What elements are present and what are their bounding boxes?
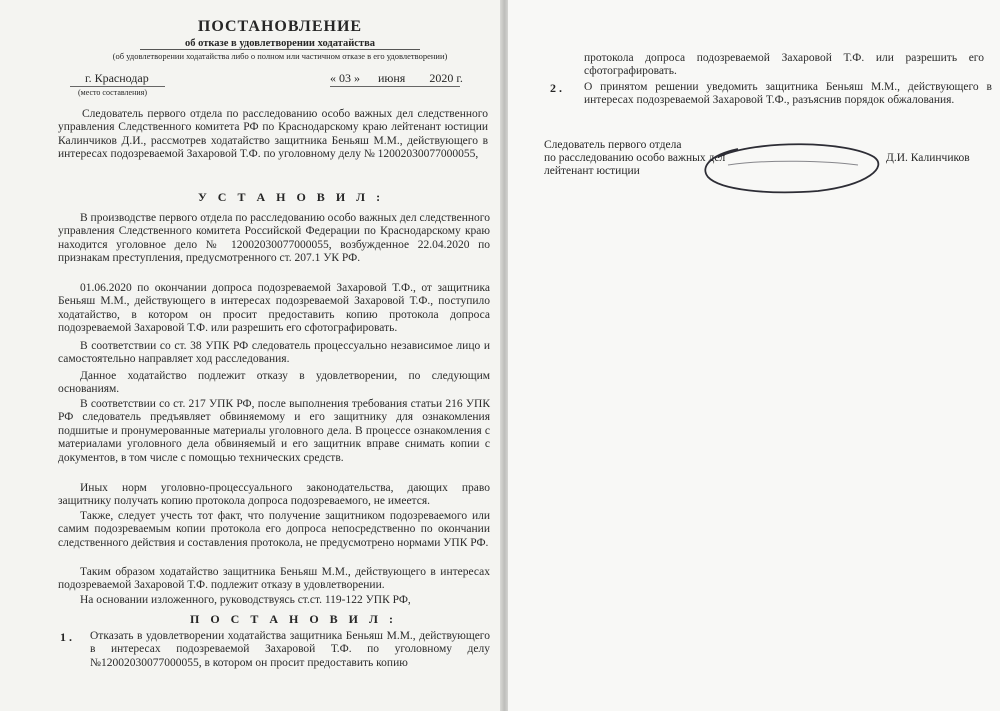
item-2-number: 2 . (550, 81, 562, 95)
established-heading: У С Т А Н О В И Л : (198, 190, 385, 204)
established-paragraph-5: В соответствии со ст. 217 УПК РФ, после выполнения требования статьи 216 УПК РФ следователь предъявляет обвиняемому и его защитнику для ознакомления подшитые и пронумерованные материалы уголовного дела. В процессе ознакомления с материалами уголовного дела обвиняемый и его защитник вправе снимать копии с документов, в том числе с помощью технических средств. (58, 398, 490, 464)
place-note: (место составления) (78, 88, 147, 97)
item-1-continued: протокола допроса подозреваемой Захаровой Т.Ф. или разрешить его сфотографировать. (584, 52, 984, 78)
item-1-number: 1 . (60, 630, 72, 644)
date-underline (330, 86, 460, 87)
signature-title-line-3: лейтенант юстиции (544, 165, 640, 177)
document-subtitle: об отказе в удовлетворении ходатайства (140, 38, 420, 50)
place-underline (70, 86, 165, 87)
established-paragraph-2: 01.06.2020 по окончании допроса подозреваемой Захаровой Т.Ф., от защитника Беньяш М.М., действующего в интересах подозреваемой Захаровой Т.Ф., поступило ходатайство, в котором он просит предоставить копию протокола допроса подозреваемой Захаровой Т.Ф. или разрешить его сфотографировать. (58, 282, 490, 335)
established-paragraph-6: Иных норм уголовно-процессуального законодательства, дающих право защитнику получать копию протокола допроса подозреваемого, не имеется. (58, 482, 490, 508)
established-paragraph-9: На основании изложенного, руководствуясь ст.ст. 119-122 УПК РФ, (80, 594, 411, 606)
established-paragraph-7: Также, следует учесть тот факт, что получение защитником подозреваемого или самим подозреваемым копии протокола его допроса непосредственно по окончании следственного действия и составления протокола, не предусмотрено нормами УПК РФ. (58, 510, 490, 549)
established-paragraph-4: Данное ходатайство подлежит отказу в удовлетворении, по следующим основаниям. (58, 370, 490, 396)
document-subnote: (об удовлетворении ходатайства либо о полном или частичном отказе в его удовлетворении) (112, 51, 448, 61)
signature-name: Д.И. Калинчиков (886, 152, 970, 164)
document-date: « 03 » июня 2020 г. (330, 71, 463, 85)
established-paragraph-1: В производстве первого отдела по расследованию особо важных дел следственного управления Следственного комитета Российской Федерации по Краснодарскому краю находится уголовное дело № 12002030077000055, возбужденное 22.04.2020 по признакам преступления, предусмотренного ст. 207.1 УК РФ. (58, 212, 490, 265)
place: г. Краснодар (85, 71, 149, 85)
established-paragraph-8: Таким образом ходатайство защитника Беньяш М.М., действующего в интересах подозреваемой Захаровой Т.Ф. подлежит отказу в удовлетворении. (58, 566, 490, 592)
signature-title-line-1: Следователь первого отдела (544, 139, 682, 151)
signature-title-line-2: по расследованию особо важных дел (544, 152, 726, 164)
document-title: ПОСТАНОВЛЕНИЕ (197, 18, 363, 35)
document-page-right (508, 0, 1000, 711)
item-2-text: О принятом решении уведомить защитника Беньяш М.М., действующего в интересах подозреваемой Захаровой Т.Ф., разъяснив порядок обжалования. (584, 81, 992, 107)
item-1-text: Отказать в удовлетворении ходатайства защитника Беньяш М.М., действующего в интересах подозреваемой Захаровой Т.Ф. по уголовному делу №12002030077000055, в котором он просит предоставить копию (90, 630, 490, 669)
established-paragraph-3: В соответствии со ст. 38 УПК РФ следователь процессуально независимое лицо и самостоятельно направляет ход расследования. (58, 340, 490, 366)
decided-heading: П О С Т А Н О В И Л : (190, 612, 397, 626)
intro-paragraph: Следователь первого отдела по расследованию особо важных дел следственного управления Следственного комитета РФ по Краснодарскому краю лейтенант юстиции Калинчиков Д.И., рассмотрев ходатайство защитника Беньяш М.М., действующего в интересах подозреваемой Захаровой Т.Ф. по уголовному делу № 12002030077000055, (58, 108, 488, 161)
signature-scribble (698, 135, 888, 200)
